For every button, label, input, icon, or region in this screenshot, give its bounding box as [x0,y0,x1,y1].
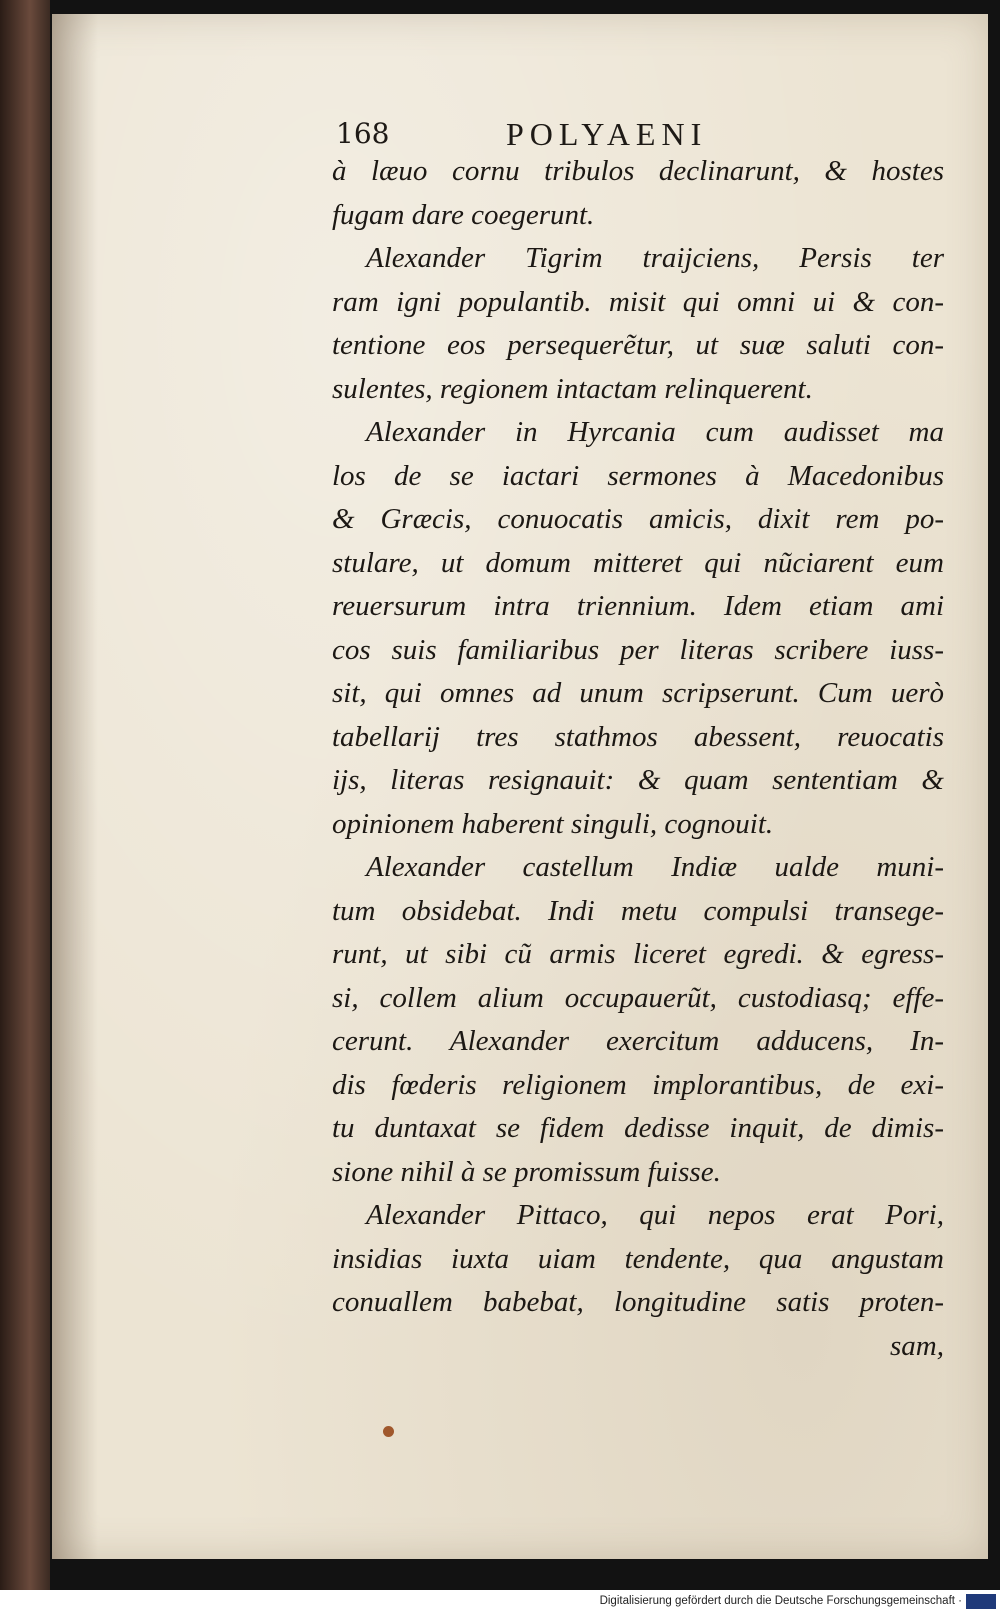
body-text [332,150,944,1368]
page-number: 168 [336,117,390,150]
text-line: reuersurum intra triennium. Idem etiam ami [332,590,944,622]
ink-stain [383,1426,394,1437]
text-line: Alexander in Hyrcania cum audisset ma [366,416,944,448]
text-line: tentione eos persequerẽtur, ut suæ saluti con- [332,329,944,361]
text-line: tu duntaxat se fidem dedisse inquit, de dimis- [332,1112,944,1144]
text-line: & Græcis, conuocatis amicis, dixit rem po- [332,503,944,535]
book-binding-edge [0,0,50,1590]
text-line: dis fœderis religionem implorantibus, de exi- [332,1068,944,1101]
text-line: cerunt. Alexander exercitum adducens, In- [332,1025,944,1057]
text-line: cos suis familiaribus per literas scribere iuss- [332,633,944,666]
text-line: sione nihil à se promissum fuisse. [332,1155,721,1188]
text-line: tum obsidebat. Indi metu compulsi transege- [332,894,944,927]
text-line: Alexander Pittaco, qui nepos erat Pori, [366,1199,944,1231]
text-line: Alexander Tigrim traijciens, Persis ter [366,242,944,274]
text-line: si, collem alium occupauerũt, custodiasq; effe- [332,981,944,1014]
text-line: stulare, ut domum mitteret qui nũciarent eum [332,546,944,579]
digitization-footer [0,1590,1000,1613]
text-line: runt, ut sibi cũ armis liceret egredi. & egress- [332,938,944,970]
text-line: sit, qui omnes ad unum scripserunt. Cum uerò [332,677,944,709]
text-line: ram igni populantib. misit qui omni ui & con- [332,285,944,318]
dfg-logo [966,1594,996,1609]
text-line: opinionem haberent singuli, cognouit. [332,807,774,840]
text-line: conuallem babebat, longitudine satis proten- [332,1286,944,1318]
text-line: à læuo cornu tribulos declinarunt, & hostes [332,155,944,187]
text-line: insidias iuxta uiam tendente, qua angustam [332,1242,944,1275]
text-line: los de se iactari sermones à Macedonibus [332,459,944,492]
text-line: Alexander castellum Indiæ ualde muni- [366,851,944,883]
running-title: POLYAENI [506,116,708,152]
text-line: ijs, literas resignauit: & quam sententiam & [332,764,944,796]
text-line: tabellarij tres stathmos abessent, reuocatis [332,720,944,753]
text-line: sulentes, regionem intactam relinquerent. [332,372,813,405]
page-gutter-shadow [52,14,98,1559]
catchword: sam, [890,1329,944,1362]
funding-credit: Digitalisierung gefördert durch die Deutsche Forschungsgemeinschaft · [599,1595,962,1607]
text-line: fugam dare coegerunt. [332,198,595,231]
